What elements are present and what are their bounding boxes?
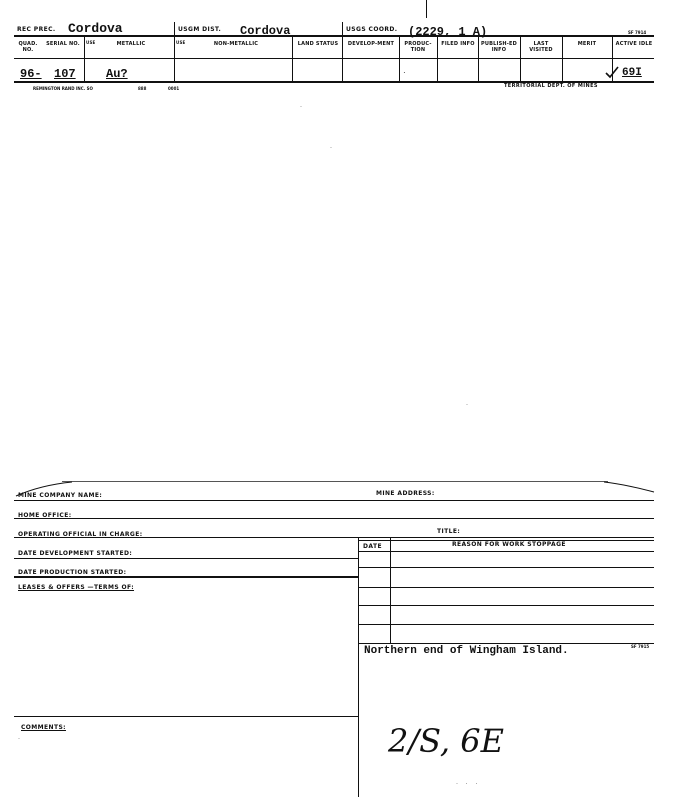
col-header-use-metallic: USE <box>86 40 96 45</box>
form-code-top: SF 7914 <box>628 30 647 35</box>
col-header-filed-info: FILED INFO <box>441 41 475 47</box>
form-code-bottom: SF 7915 <box>631 644 650 649</box>
printer-code-1: 888 <box>138 86 147 91</box>
date-header: DATE <box>363 543 382 550</box>
home-office-label: HOME OFFICE: <box>18 512 72 519</box>
rec-prec-label: REC PREC. <box>17 26 56 33</box>
usgm-dist-value: Cordova <box>240 24 291 38</box>
col-divider-nonmetal <box>292 36 293 81</box>
reason-header: REASON FOR WORK STOPPAGE <box>452 541 566 548</box>
col-divider-land <box>342 36 343 81</box>
printer-name: REMINGTON RAND INC. SO <box>33 86 93 91</box>
col-divider-visited <box>562 36 563 81</box>
rule-operating <box>14 537 654 538</box>
serial-no-value: 107 <box>54 67 76 81</box>
rule-table-header <box>358 551 654 552</box>
mine-company-name-label: MINE COMPANY NAME: <box>18 492 103 499</box>
date-production-started-label: DATE PRODUCTION STARTED: <box>18 569 127 576</box>
usgs-coord-label: USGS COORD. <box>346 26 398 33</box>
usgs-coord-value: (2229, 1 A) <box>408 25 488 39</box>
leases-offers-label: LEASES & OFFERS —TERMS OF: <box>18 584 135 591</box>
col-header-serial-no: SERIAL NO. <box>46 41 80 47</box>
col-header-active-idle: ACTIVE IDLE <box>615 41 653 47</box>
top-divider-1 <box>174 22 175 36</box>
col-divider-devel <box>399 36 400 81</box>
col-divider-filed <box>478 36 479 81</box>
col-divider-prod <box>437 36 438 81</box>
location-note: Northern end of Wingham Island. <box>364 645 569 657</box>
rule-comments <box>14 716 358 717</box>
card-top-edge <box>62 481 608 482</box>
production-mark-icon: · <box>403 68 406 77</box>
rule-table-2 <box>358 587 654 588</box>
rec-prec-value: Cordova <box>68 21 123 36</box>
comments-label: COMMENTS: <box>21 724 66 731</box>
usgm-dist-label: USGM DIST. <box>178 26 222 33</box>
col-header-published-info: PUBLISH-ED INFO <box>481 41 518 53</box>
metallic-value: Au? <box>106 67 128 81</box>
check-mark-icon <box>604 64 624 80</box>
col-header-metallic: METALLIC <box>116 41 146 47</box>
top-divider-2 <box>342 22 343 36</box>
col-divider-quad <box>84 36 85 81</box>
handwritten-note: 2/S, 6E <box>388 722 504 760</box>
col-header-land-status: LAND STATUS <box>297 41 339 47</box>
active-idle-value: 69I <box>622 67 642 79</box>
rule-production <box>14 576 358 578</box>
rule-home <box>14 518 654 519</box>
card-rule-2 <box>14 58 654 59</box>
rule-table-1 <box>358 567 654 568</box>
col-header-non-metallic: NON-METALLIC <box>213 41 259 47</box>
col-header-development: DEVELOP-MENT <box>347 41 395 47</box>
quad-no-value: 96- <box>20 67 42 81</box>
col-header-use-nonmetallic: USE <box>176 40 186 45</box>
printer-code-2: 0001 <box>168 86 180 91</box>
speck-3: · <box>466 402 468 408</box>
col-header-last-visited: LAST VISITED <box>529 41 553 53</box>
rule-table-5 <box>358 643 654 644</box>
title-label: TITLE: <box>437 528 461 535</box>
col-header-quad-no: QUAD. NO. <box>18 41 38 53</box>
right-curl <box>604 480 656 496</box>
speck-5: · · · <box>456 781 481 787</box>
top-tick <box>426 0 427 18</box>
date-development-started-label: DATE DEVELOPMENT STARTED: <box>18 550 133 557</box>
speck-1: · <box>300 104 302 110</box>
rule-table-3 <box>358 605 654 606</box>
col-header-production: PRODUC-TION <box>404 41 432 53</box>
operating-official-label: OPERATING OFFICIAL IN CHARGE: <box>18 531 143 538</box>
table-date-divider <box>390 537 391 643</box>
col-header-merit: MERIT <box>577 41 597 47</box>
table-left-divider <box>358 537 359 797</box>
rule-company <box>14 500 654 501</box>
rule-table-4 <box>358 624 654 625</box>
mine-address-label: MINE ADDRESS: <box>376 490 435 497</box>
department-label: TERRITORIAL DEPT. OF MINES <box>504 83 598 89</box>
rule-development <box>14 558 358 559</box>
col-divider-metallic <box>174 36 175 81</box>
speck-2: · <box>330 145 332 151</box>
speck-4: · <box>18 736 20 742</box>
col-divider-pub <box>520 36 521 81</box>
